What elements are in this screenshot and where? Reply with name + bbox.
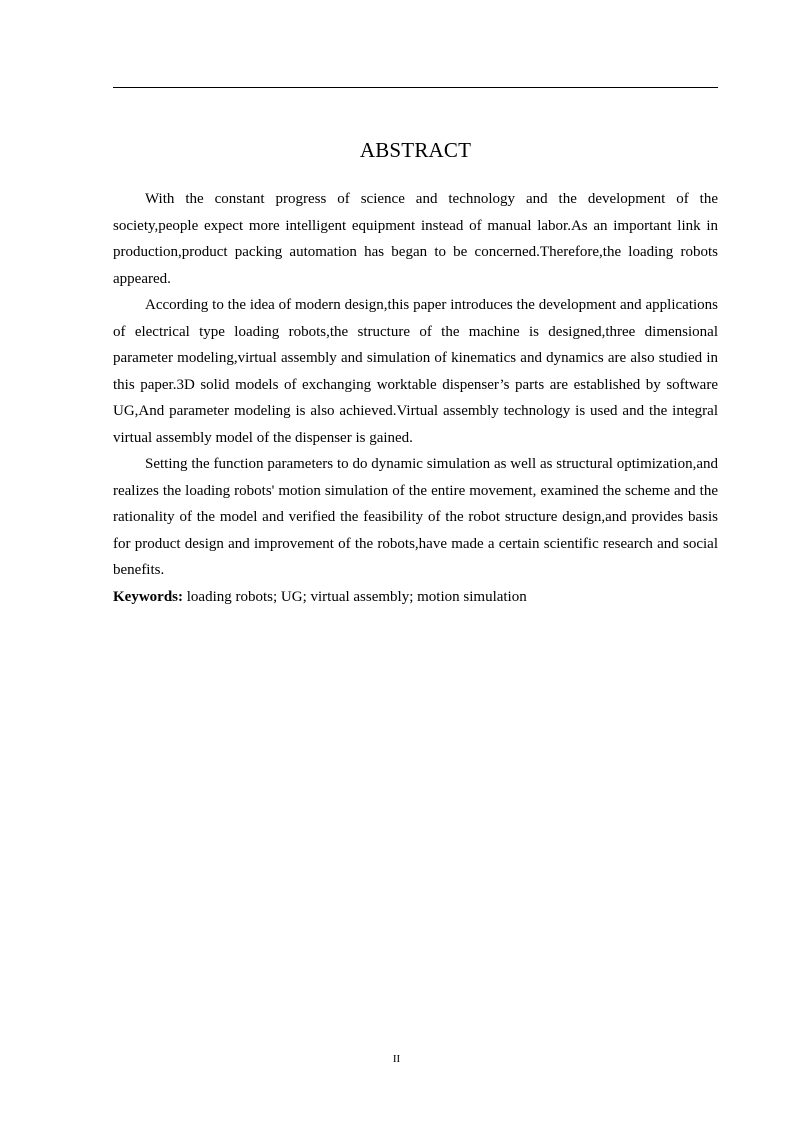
abstract-body [113,186,718,610]
keywords-text: loading robots; UG; virtual assembly; motion simulation [183,588,527,605]
abstract-paragraph-1: With the constant progress of science and technology and the development of the society,people expect more intelligent equipment instead of manual labor.As an important link in production,product packing automation has began to be concerned.Therefore,the loading robots appeared. [113,191,718,287]
abstract-paragraph-3: Setting the function parameters to do dynamic simulation as well as structural optimization,and realizes the loading robots' motion simulation of the entire movement, examined the scheme and the rationality of the model and verified the feasibility of the robot structure design,and provides basis for product design and improvement of the robots,have made a certain scientific research and social benefits. [113,456,718,578]
header-rule [113,87,718,88]
keywords-label: Keywords: [113,588,183,605]
page-number: II [392,1053,401,1065]
abstract-title: ABSTRACT [359,138,472,162]
abstract-paragraph-2: According to the idea of modern design,this paper introduces the development and applications of electrical type loading robots,the structure of the machine is designed,three dimensional parameter modeling,virtual assembly and simulation of kinematics and dynamics are also studied in this paper.3D solid models of exchanging worktable dispenser’s parts are established by software UG,And parameter modeling is also achieved.Virtual assembly technology is used and the integral virtual assembly model of the dispenser is gained. [113,297,718,446]
keywords-line [113,584,718,611]
